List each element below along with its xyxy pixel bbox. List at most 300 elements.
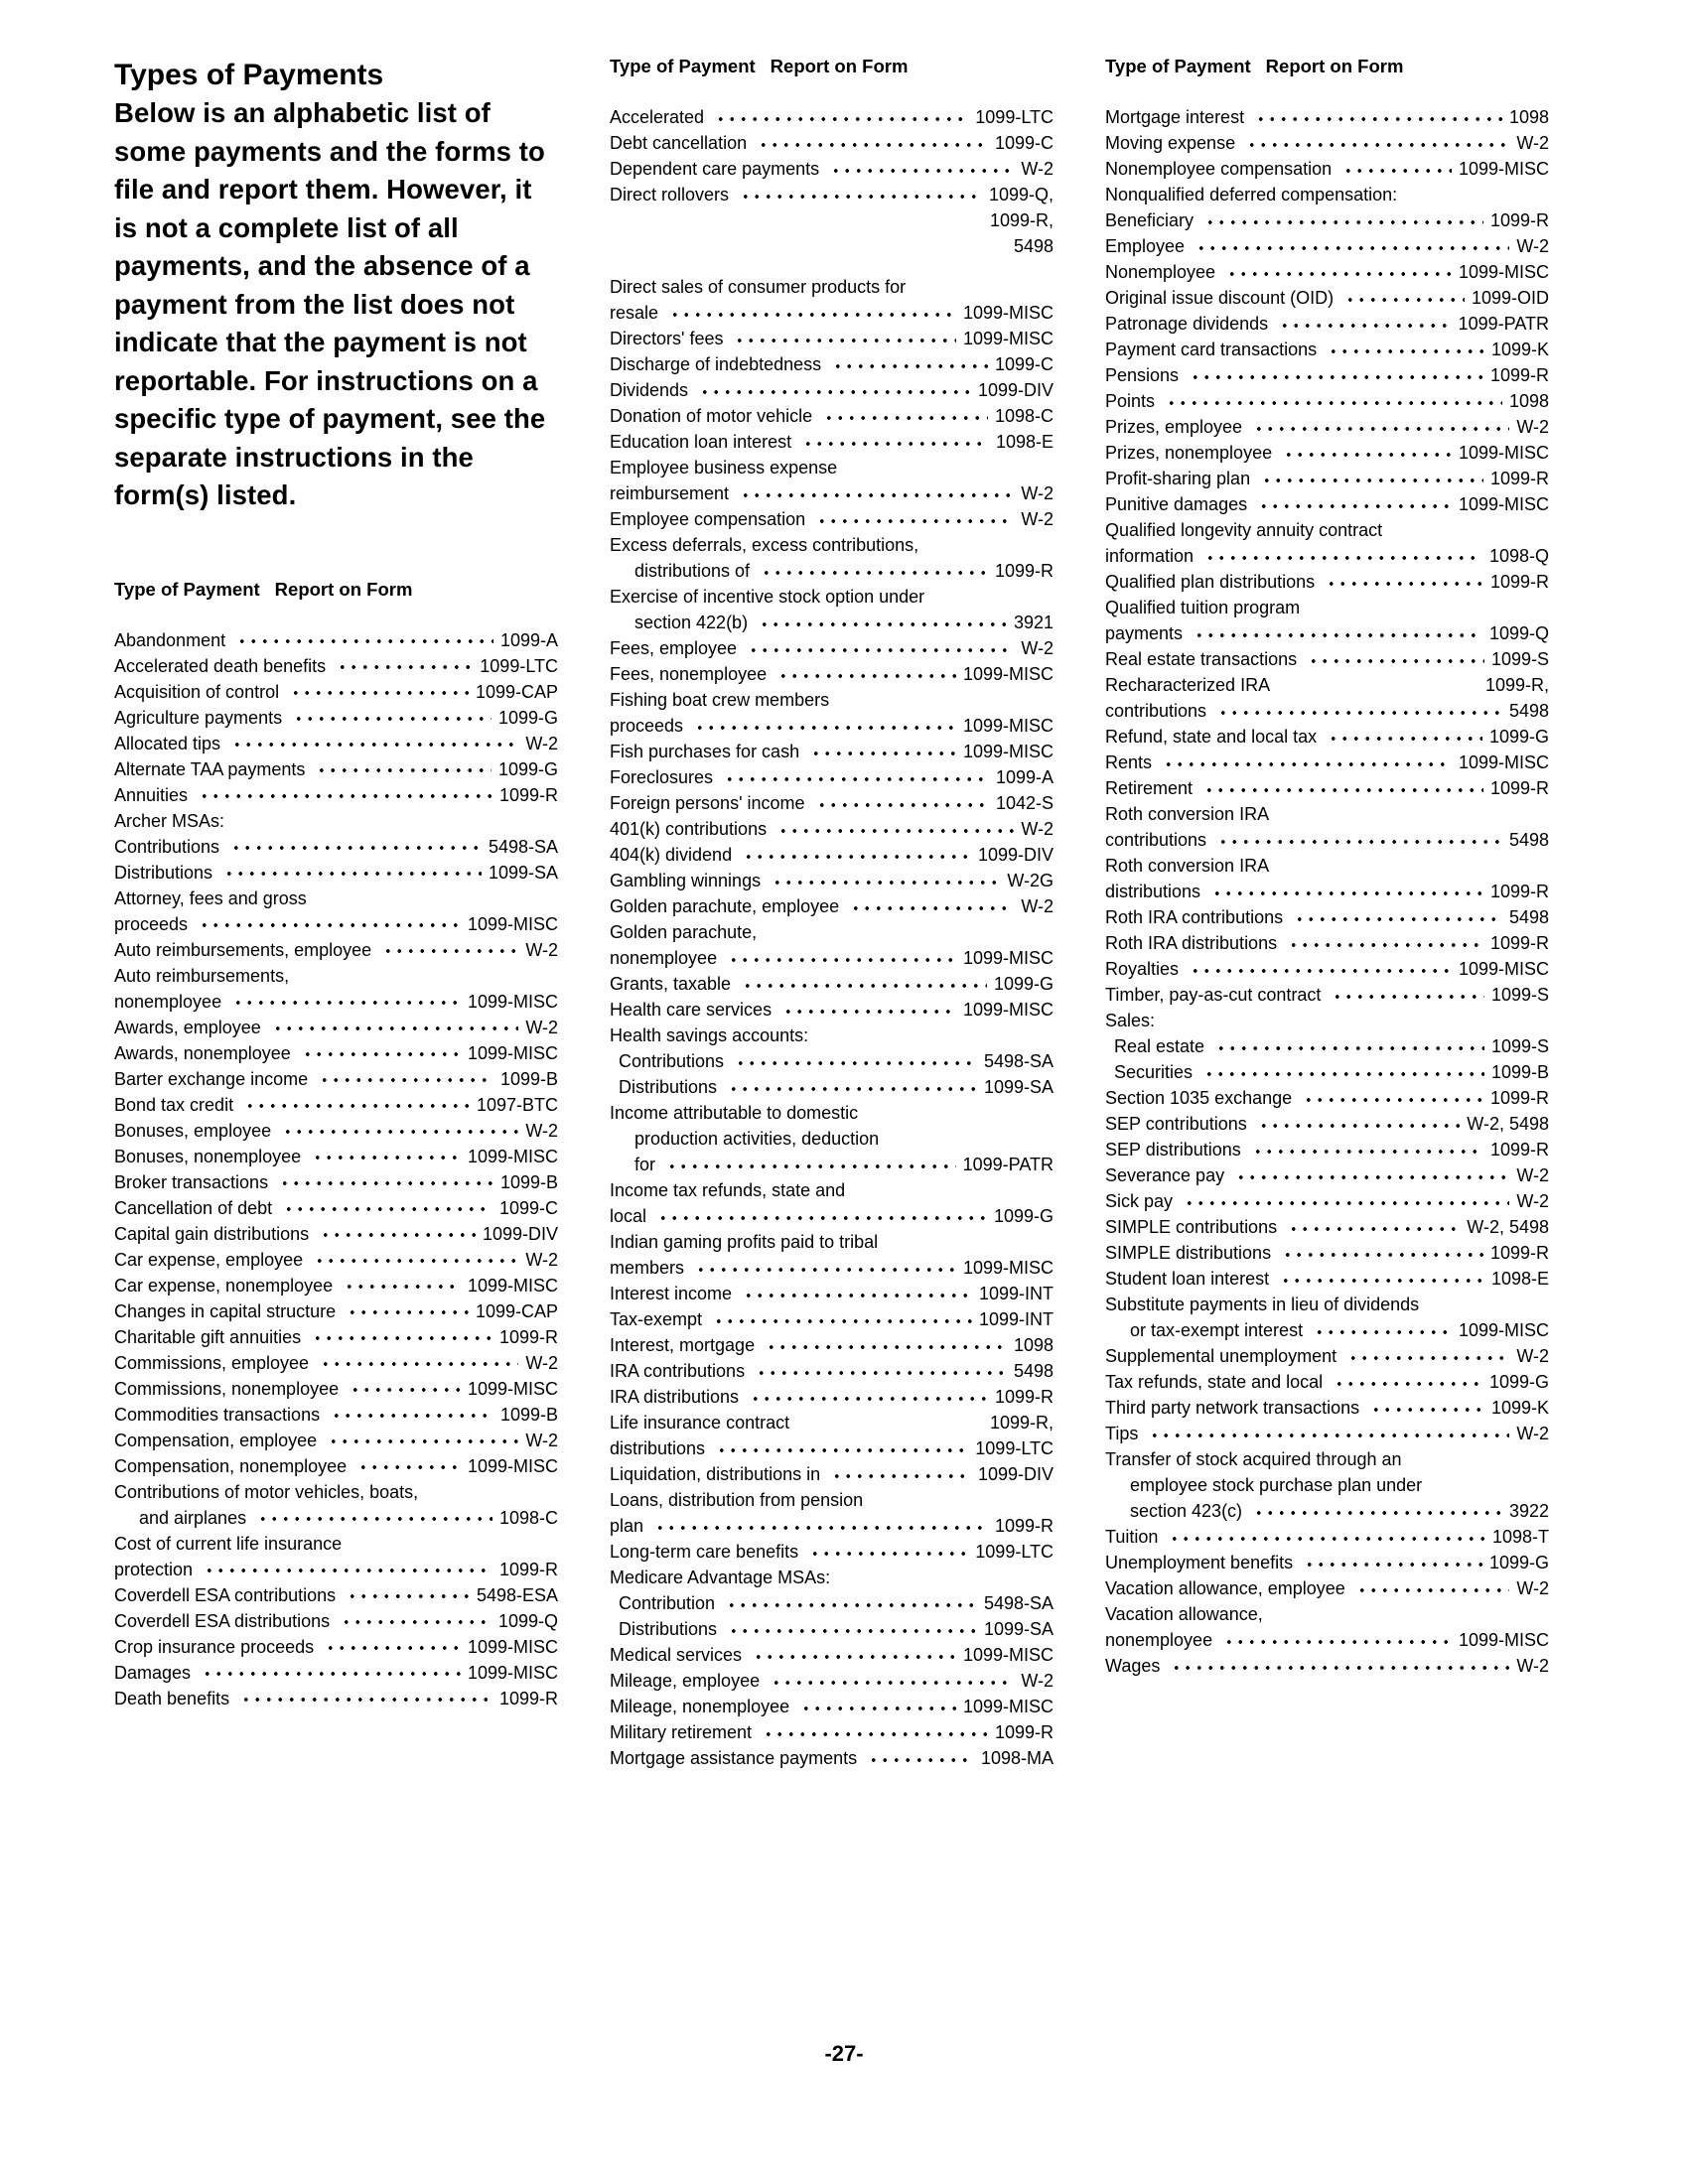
payment-row	[610, 739, 1054, 764]
payment-row	[114, 756, 558, 782]
payment-type-label: SIMPLE distributions	[1105, 1243, 1272, 1263]
dot-leader	[754, 1358, 1007, 1384]
payment-row	[610, 1281, 1054, 1306]
payment-row	[1105, 1137, 1549, 1162]
payment-type-label: Points	[1105, 391, 1156, 411]
form-number: 1099-MISC	[1458, 959, 1549, 979]
form-number: 1099-Q	[497, 1610, 558, 1631]
form-number: 1099-R	[1489, 210, 1549, 230]
form-number: 1099-SA	[488, 862, 558, 883]
form-number: 1099-R	[1489, 1243, 1549, 1263]
form-number: 1099-A	[499, 629, 558, 650]
form-number: 1099-R	[994, 561, 1054, 581]
payment-row	[610, 156, 1054, 182]
form-number: W-2	[1021, 1671, 1054, 1691]
dot-leader	[280, 1118, 518, 1144]
dot-leader	[655, 1203, 987, 1229]
dot-leader	[300, 1040, 461, 1066]
payment-type-label: Punitive damages	[1105, 494, 1248, 514]
form-number: W-2	[1516, 1578, 1549, 1598]
payment-type-label: Distributions	[619, 1619, 718, 1639]
dot-leader	[234, 627, 493, 653]
payment-type-label: Awards, employee	[114, 1017, 261, 1037]
leader-gap	[1382, 517, 1549, 543]
dot-leader	[1201, 775, 1483, 801]
leader-gap	[757, 919, 1054, 945]
payment-row	[1105, 595, 1549, 620]
payment-row	[114, 1040, 558, 1066]
leader-gap	[837, 455, 1054, 480]
dot-leader	[317, 1066, 493, 1092]
form-number: 1099-B	[499, 1171, 558, 1192]
payment-type-label: Education loan interest	[610, 432, 792, 452]
payment-type-label: Pensions	[1105, 365, 1180, 385]
payment-type-label: Tax refunds, state and local	[1105, 1372, 1324, 1392]
form-number: 1099-CAP	[475, 1300, 558, 1321]
form-number: 1099-MISC	[1458, 494, 1549, 514]
payment-type-label: nonemployee	[114, 991, 222, 1012]
dot-leader	[1280, 1240, 1483, 1266]
dot-leader	[318, 1221, 476, 1247]
payment-type-label: Royalties	[1105, 959, 1180, 979]
payment-row	[1105, 207, 1549, 233]
payment-type-label: Directors' fees	[610, 329, 724, 348]
dot-leader	[314, 756, 492, 782]
form-number: 1099-B	[499, 1404, 558, 1425]
page-title: Types of Payments	[114, 59, 384, 91]
payment-row	[1105, 646, 1549, 672]
payment-type-label: Vacation allowance,	[1105, 1604, 1263, 1624]
form-number: 1099-R	[994, 1387, 1054, 1407]
payment-row	[610, 1177, 1054, 1203]
payment-row	[1105, 1395, 1549, 1421]
payment-row	[114, 1660, 558, 1686]
dot-leader	[1215, 698, 1502, 724]
payment-row	[610, 104, 1054, 130]
dot-leader	[667, 300, 956, 326]
form-number: 1099-R	[1489, 365, 1549, 385]
form-number: W-2	[1516, 417, 1549, 437]
dot-leader	[798, 1694, 956, 1719]
payment-row	[1105, 1266, 1549, 1292]
form-number: 1099-MISC	[467, 1662, 558, 1683]
column-header-report-on-form: Report on Form	[770, 56, 909, 76]
payment-row	[610, 1539, 1054, 1565]
payment-row	[1105, 388, 1549, 414]
dot-leader	[830, 351, 988, 377]
payment-row	[114, 1273, 558, 1298]
payment-row	[1105, 491, 1549, 517]
payment-type-label: Beneficiary	[1105, 210, 1195, 230]
leader-gap	[610, 233, 1014, 259]
form-number: 1099-MISC	[1458, 159, 1549, 179]
payment-type-label: Indian gaming profits paid to tribal	[610, 1232, 879, 1252]
dot-leader	[733, 1048, 977, 1074]
payment-row	[610, 997, 1054, 1023]
form-number: W-2	[1516, 1424, 1549, 1443]
payment-type-label: Agriculture payments	[114, 707, 283, 728]
payment-row	[610, 1074, 1054, 1100]
payment-type-label: Commissions, employee	[114, 1352, 310, 1373]
payment-type-label: Abandonment	[114, 629, 226, 650]
form-number: 1099-MISC	[467, 1146, 558, 1166]
leader-gap	[829, 687, 1054, 713]
form-number: 1042-S	[995, 793, 1054, 813]
form-number: 1099-LTC	[975, 107, 1054, 127]
payment-type-label: or tax-exempt interest	[1130, 1320, 1304, 1340]
form-number: 1099-MISC	[467, 991, 558, 1012]
payment-row	[610, 868, 1054, 893]
dot-leader	[288, 679, 469, 705]
dot-leader	[238, 1686, 492, 1711]
payment-row	[114, 1144, 558, 1169]
form-number: W-2, 5498	[1467, 1217, 1549, 1237]
dot-leader	[1182, 1188, 1509, 1214]
form-number: 1099-G	[1488, 1372, 1549, 1392]
form-number: 1099-G	[993, 974, 1054, 994]
dot-leader	[1209, 879, 1483, 904]
payment-row	[610, 1126, 1054, 1152]
payment-table-2	[610, 104, 1054, 1771]
leader-gap	[342, 1531, 558, 1557]
form-number: 1098-E	[1490, 1269, 1549, 1289]
payment-type-label: contributions	[1105, 830, 1207, 850]
payment-type-label: Excess deferrals, excess contributions,	[610, 535, 919, 555]
payment-type-label: Awards, nonemployee	[114, 1042, 291, 1063]
payment-type-label: Distributions	[619, 1077, 718, 1097]
form-number: 1099-G	[1488, 1553, 1549, 1572]
form-number: 5498	[1013, 236, 1054, 256]
form-number: 1098-Q	[1488, 546, 1549, 566]
payment-type-label: Qualified plan distributions	[1105, 572, 1316, 592]
form-number: 1099-R,	[1484, 675, 1549, 695]
payment-row	[1105, 1317, 1549, 1343]
payment-type-label: Dividends	[610, 380, 689, 400]
payment-row	[610, 130, 1054, 156]
form-number: 1099-K	[1490, 1398, 1549, 1418]
dot-leader	[221, 860, 482, 886]
payment-type-label: Nonemployee compensation	[1105, 159, 1333, 179]
form-number: 1098	[1508, 391, 1549, 411]
payment-type-label: Bonuses, employee	[114, 1120, 272, 1141]
form-number: 1099-MISC	[962, 1000, 1054, 1020]
payment-row	[114, 705, 558, 731]
payment-type-label: Original issue discount (OID)	[1105, 288, 1335, 308]
form-number: 1099-SA	[983, 1619, 1054, 1639]
payment-type-label: Death benefits	[114, 1688, 230, 1708]
dot-leader	[1169, 1653, 1509, 1679]
form-number: 1099-MISC	[467, 1275, 558, 1296]
leader-gap	[808, 1023, 1054, 1048]
payment-row	[1105, 904, 1549, 930]
payment-type-label: Health care services	[610, 1000, 773, 1020]
payment-type-label: Exercise of incentive stock option under	[610, 587, 925, 607]
payment-row	[1105, 1033, 1549, 1059]
leader-gap	[1397, 182, 1549, 207]
dot-leader	[714, 1435, 968, 1461]
payment-type-label: Sick pay	[1105, 1191, 1174, 1211]
form-number: W-2	[1516, 1656, 1549, 1676]
payment-row	[610, 506, 1054, 532]
dot-leader	[1292, 904, 1502, 930]
leader-gap	[858, 1100, 1054, 1126]
payment-type-label: Foreclosures	[610, 767, 714, 787]
form-number: 1098	[1508, 107, 1549, 127]
dot-leader	[1332, 1369, 1482, 1395]
form-number: W-2	[525, 1017, 558, 1037]
payment-row	[1105, 1653, 1549, 1679]
payment-row	[1105, 311, 1549, 337]
payment-row	[1105, 1601, 1549, 1627]
column-header-report-on-form: Report on Form	[274, 578, 413, 600]
dot-leader	[1213, 1033, 1484, 1059]
payment-row	[114, 1505, 558, 1531]
column-3	[1105, 56, 1549, 1771]
payment-row	[114, 834, 558, 860]
payment-type-label: Real estate	[1114, 1036, 1205, 1056]
dot-leader	[318, 1350, 518, 1376]
dot-leader	[780, 997, 956, 1023]
payment-type-label: Attorney, fees and gross	[114, 887, 307, 908]
payment-row	[1105, 620, 1549, 646]
payment-row	[610, 893, 1054, 919]
payment-type-label: Mortgage assistance payments	[610, 1748, 858, 1768]
dot-leader	[380, 937, 518, 963]
leader-gap	[906, 274, 1054, 300]
dot-leader	[664, 1152, 956, 1177]
form-number: 1099-MISC	[962, 742, 1054, 761]
payment-type-label: Military retirement	[610, 1722, 753, 1742]
column-header-report-on-form: Report on Form	[1265, 56, 1404, 76]
form-number: 1098	[1013, 1335, 1054, 1355]
form-number: 1099-INT	[978, 1284, 1054, 1303]
payment-row	[1105, 233, 1549, 259]
payment-type-label: contributions	[1105, 701, 1207, 721]
dot-leader	[1244, 130, 1509, 156]
dot-leader	[335, 653, 473, 679]
payment-row	[114, 1557, 558, 1582]
dot-leader	[1330, 982, 1484, 1008]
payment-type-label: Gambling winnings	[610, 871, 762, 890]
payment-type-label: Employee	[1105, 236, 1186, 256]
form-number: 1099-SA	[983, 1077, 1054, 1097]
payment-row	[1105, 130, 1549, 156]
payment-type-label: Broker transactions	[114, 1171, 269, 1192]
form-number: 1097-BTC	[476, 1094, 558, 1115]
dot-leader	[711, 1306, 972, 1332]
form-number: 1099-MISC	[962, 303, 1054, 323]
leader-gap	[789, 1410, 990, 1435]
form-number: 1099-R	[1489, 572, 1549, 592]
form-number: 1099-MISC	[1458, 262, 1549, 282]
payment-row	[1105, 1008, 1549, 1033]
form-number: 1099-G	[1488, 727, 1549, 747]
form-number: 1099-MISC	[1458, 1320, 1549, 1340]
payment-type-label: Cancellation of debt	[114, 1197, 273, 1218]
payment-type-label: Retirement	[1105, 778, 1194, 798]
payment-type-label: Compensation, employee	[114, 1430, 318, 1450]
payment-type-label: Prizes, employee	[1105, 417, 1243, 437]
payment-type-label: Commissions, nonemployee	[114, 1378, 340, 1399]
payment-type-label: Golden parachute, employee	[610, 896, 840, 916]
dot-leader	[761, 1719, 988, 1745]
payment-type-label: plan	[610, 1516, 644, 1536]
dot-leader	[242, 1092, 470, 1118]
payment-type-label: Vacation allowance, employee	[1105, 1578, 1345, 1598]
payment-row	[610, 1590, 1054, 1616]
payment-row	[114, 808, 558, 834]
payment-type-label: distributions of	[634, 561, 751, 581]
payment-type-label: local	[610, 1206, 647, 1226]
dot-leader	[1259, 466, 1483, 491]
payment-type-label: Mileage, nonemployee	[610, 1697, 790, 1716]
payment-row	[610, 764, 1054, 790]
dot-leader	[741, 1281, 972, 1306]
payment-type-label: Income tax refunds, state and	[610, 1180, 846, 1200]
payment-row	[610, 532, 1054, 558]
payment-row	[114, 1221, 558, 1247]
payment-type-label: Third party network transactions	[1105, 1398, 1360, 1418]
payment-row	[114, 989, 558, 1015]
form-number: 1099-R	[1489, 1140, 1549, 1160]
payment-row	[610, 1668, 1054, 1694]
payment-row	[114, 1376, 558, 1402]
payment-type-label: Discharge of indebtedness	[610, 354, 822, 374]
payment-row	[610, 790, 1054, 816]
payment-type-label: members	[610, 1258, 685, 1278]
form-number: 1099-C	[994, 354, 1054, 374]
payment-type-label: Debt cancellation	[610, 133, 748, 153]
payment-type-label: payments	[1105, 623, 1184, 643]
payment-type-label: Contributions of motor vehicles, boats,	[114, 1481, 419, 1502]
dot-leader	[738, 182, 982, 207]
payment-type-label: Allocated tips	[114, 733, 221, 753]
form-number: 1099-K	[1490, 340, 1549, 359]
column-header-type-of-payment: Type of Payment	[1105, 56, 1251, 76]
payment-type-label: Roth IRA distributions	[1105, 933, 1278, 953]
dot-leader	[1340, 156, 1452, 182]
payment-row	[610, 558, 1054, 584]
payment-row	[1105, 414, 1549, 440]
payment-type-label: production activities, deduction	[634, 1129, 880, 1149]
payment-type-label: Auto reimbursements, employee	[114, 939, 372, 960]
payment-type-label: information	[1105, 546, 1195, 566]
payment-row	[114, 1169, 558, 1195]
payment-row	[1105, 1343, 1549, 1369]
dot-leader	[1164, 388, 1502, 414]
payment-row	[114, 1402, 558, 1428]
form-number: 1099-MISC	[962, 1645, 1054, 1665]
payment-type-label: for	[634, 1155, 656, 1174]
payment-row	[114, 1015, 558, 1040]
leader-gap	[918, 532, 1054, 558]
form-number: W-2G	[1007, 871, 1054, 890]
dot-leader	[1251, 414, 1509, 440]
payment-row	[610, 971, 1054, 997]
payment-row	[610, 326, 1054, 351]
form-number: 5498	[1013, 1361, 1054, 1381]
form-number: 1099-MISC	[962, 1258, 1054, 1278]
payment-row	[1105, 440, 1549, 466]
form-number: 1099-LTC	[975, 1542, 1054, 1562]
payment-row	[114, 653, 558, 679]
payment-row	[114, 937, 558, 963]
payment-row	[1105, 1085, 1549, 1111]
dot-leader	[281, 1195, 492, 1221]
payment-type-label: Charitable gift annuities	[114, 1326, 302, 1347]
payment-row	[114, 627, 558, 653]
payment-row	[610, 1306, 1054, 1332]
form-number: 1099-LTC	[480, 655, 558, 676]
payment-row	[610, 274, 1054, 300]
dot-leader	[814, 506, 1014, 532]
payment-row	[610, 1152, 1054, 1177]
dot-leader	[329, 1402, 493, 1428]
form-number: 5498-SA	[983, 1593, 1054, 1613]
payment-type-label: Qualified tuition program	[1105, 598, 1301, 617]
payment-row	[1105, 466, 1549, 491]
leader-gap	[863, 1487, 1054, 1513]
form-number: 1099-INT	[978, 1309, 1054, 1329]
payment-row	[1105, 569, 1549, 595]
payment-type-label: Profit-sharing plan	[1105, 469, 1251, 488]
payment-type-label: Qualified longevity annuity contract	[1105, 520, 1383, 540]
payment-row	[610, 610, 1054, 635]
payment-row	[610, 1229, 1054, 1255]
dot-leader	[1306, 646, 1484, 672]
payment-type-label: section 422(b)	[634, 613, 749, 632]
payment-type-label: Moving expense	[1105, 133, 1236, 153]
payment-row	[1105, 775, 1549, 801]
payment-row	[114, 1479, 558, 1505]
form-number: 1098-C	[994, 406, 1054, 426]
leader-gap	[224, 808, 558, 834]
payment-type-label: Accelerated death benefits	[114, 655, 327, 676]
payment-type-label: Capital gain distributions	[114, 1223, 310, 1244]
dot-leader	[1286, 1214, 1460, 1240]
dot-leader	[866, 1745, 974, 1771]
leader-gap	[1263, 1601, 1549, 1627]
form-number: W-2	[1021, 509, 1054, 529]
payment-type-label: Unemployment benefits	[1105, 1553, 1294, 1572]
form-number: W-2	[1516, 236, 1549, 256]
payment-type-label: Contributions	[114, 836, 220, 857]
payment-row	[610, 480, 1054, 506]
payment-row	[610, 842, 1054, 868]
payment-row	[114, 1582, 558, 1608]
dot-leader	[1368, 1395, 1484, 1421]
form-number: 1099-S	[1490, 649, 1549, 669]
payment-type-label: Auto reimbursements,	[114, 965, 290, 986]
leader-gap	[879, 1126, 1054, 1152]
form-number: 1099-B	[499, 1068, 558, 1089]
payment-type-label: SIMPLE contributions	[1105, 1217, 1278, 1237]
form-number: 1099-G	[993, 1206, 1054, 1226]
leader-gap	[1402, 1446, 1550, 1472]
payment-type-label: IRA distributions	[610, 1387, 740, 1407]
form-number: 1099-DIV	[977, 845, 1054, 865]
dot-leader	[740, 971, 987, 997]
table-header	[610, 56, 1054, 77]
form-number: 1099-R	[498, 784, 558, 805]
form-number: 1098-E	[995, 432, 1054, 452]
dot-leader	[1188, 362, 1483, 388]
dot-leader	[1342, 285, 1465, 311]
form-number: W-2	[1516, 1191, 1549, 1211]
payment-row	[610, 1461, 1054, 1487]
payment-type-label: Changes in capital structure	[114, 1300, 337, 1321]
form-number: 1099-Q,	[988, 185, 1054, 205]
